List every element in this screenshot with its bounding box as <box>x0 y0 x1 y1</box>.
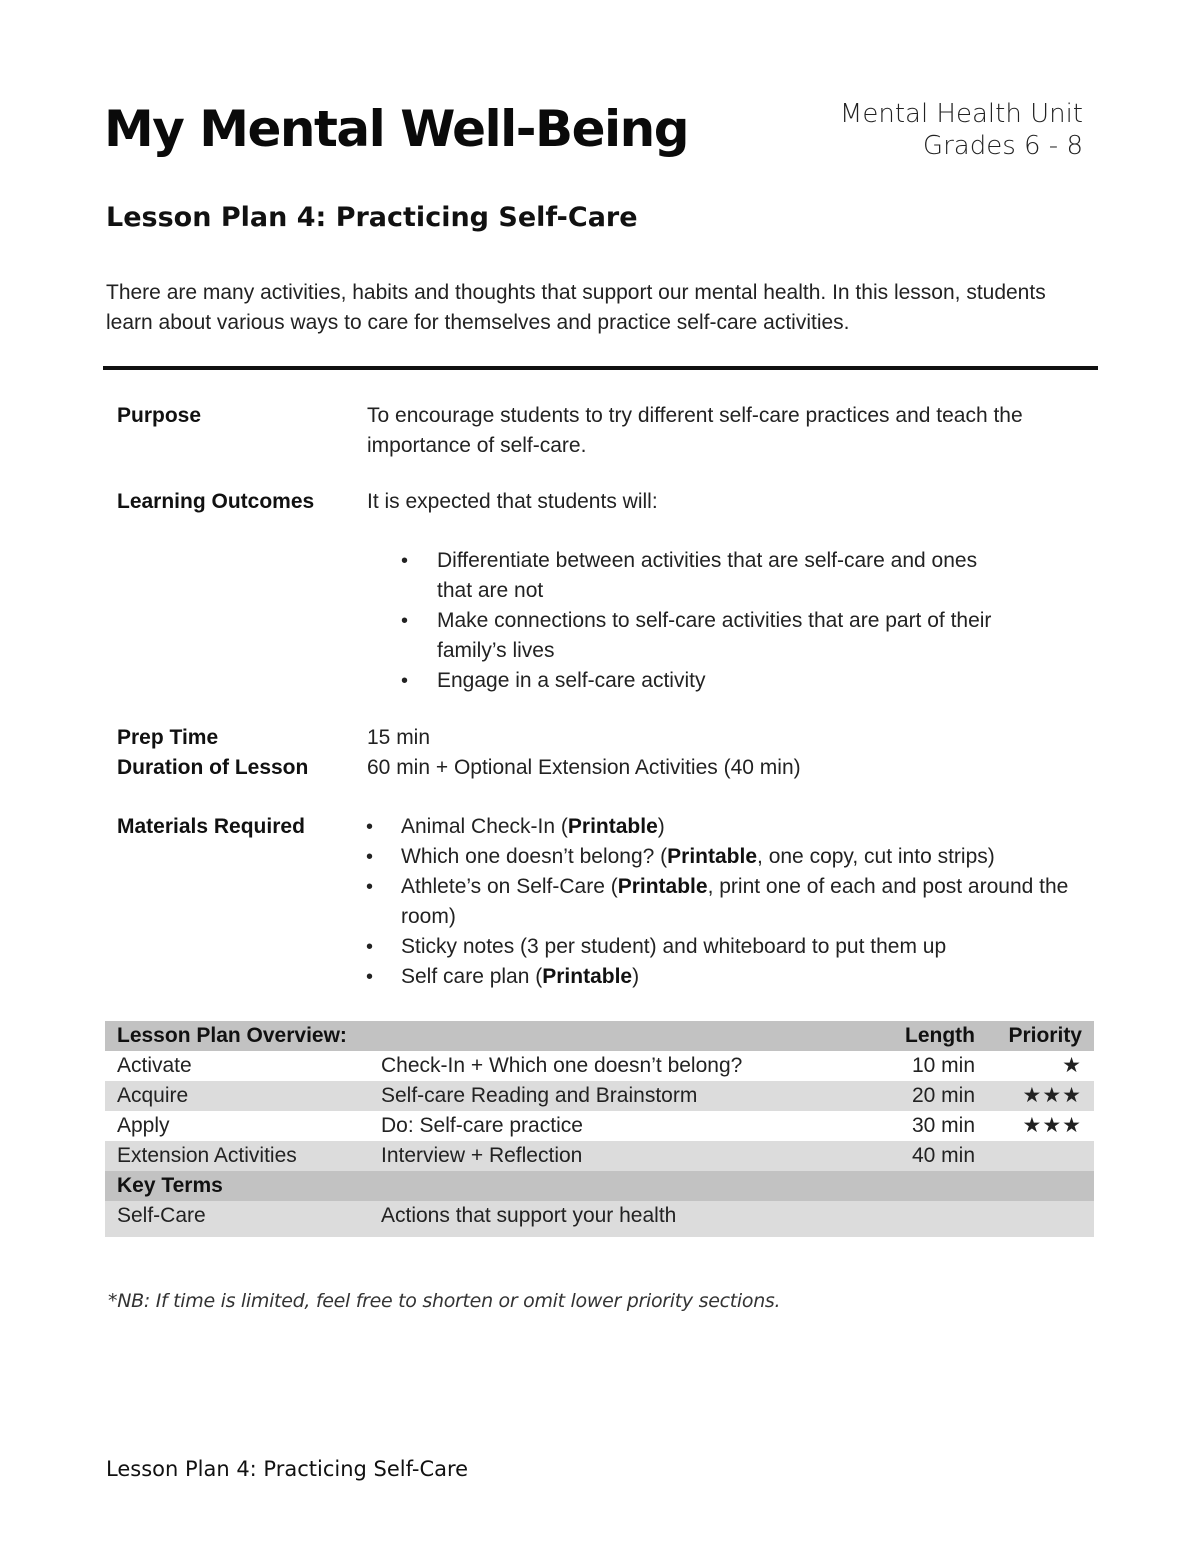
printable-tag: Printable <box>542 965 633 988</box>
material-note: , one copy, cut into strips) <box>757 845 995 868</box>
list-item <box>366 932 1086 962</box>
list-item: • Differentiate between activities that are self-care and ones that are not <box>367 546 1017 606</box>
phase-cell: Activate <box>105 1051 369 1081</box>
padding-cell <box>105 1231 1094 1237</box>
list-item <box>366 842 1086 872</box>
phase-cell: Apply <box>105 1111 369 1141</box>
priority-stars-icon: ★★★ <box>987 1081 1094 1111</box>
activity-cell: Self-care Reading and Brainstorm <box>369 1081 873 1111</box>
table-bottom-padding <box>105 1231 1094 1237</box>
list-item: • Engage in a self-care activity <box>367 666 1017 696</box>
material-note: ) <box>657 815 665 838</box>
document-title: My Mental Well-Being <box>104 100 689 158</box>
priority-stars-icon: ★★★ <box>987 1111 1094 1141</box>
unit-name: Mental Health Unit <box>839 99 1083 129</box>
section-divider <box>103 366 1098 370</box>
material-text: Athlete’s on Self-Care ( <box>401 875 618 898</box>
priority-stars-icon: ★ <box>987 1051 1094 1081</box>
material-text: Which one doesn’t belong? ( <box>401 845 668 868</box>
activity-cell: Check-In + Which one doesn’t belong? <box>369 1051 873 1081</box>
length-cell: 10 min <box>873 1051 987 1081</box>
table-row <box>105 1081 1094 1111</box>
overview-title: Lesson Plan Overview: <box>105 1021 873 1051</box>
material-note: , print one of each and post around the room) <box>401 875 1069 928</box>
prep-time-label: Prep Time <box>117 726 219 749</box>
printable-tag: Printable <box>567 815 658 838</box>
duration-label: Duration of Lesson <box>117 756 309 779</box>
printable-tag: Printable <box>667 845 758 868</box>
grade-range: Grades 6 - 8 <box>922 131 1083 161</box>
learning-outcomes-label: Learning Outcomes <box>117 490 315 513</box>
key-term-definition: Actions that support your health <box>369 1201 1094 1231</box>
unit-info <box>840 98 1083 162</box>
material-note: ) <box>632 965 640 988</box>
key-terms-header-row <box>105 1171 1094 1201</box>
activity-cell: Do: Self-care practice <box>369 1111 873 1141</box>
key-terms-title: Key Terms <box>105 1171 1094 1201</box>
printable-tag: Printable <box>617 875 708 898</box>
material-text: Animal Check-In ( <box>401 815 568 838</box>
length-cell: 30 min <box>873 1111 987 1141</box>
table-row <box>105 1111 1094 1141</box>
list-item <box>366 812 1086 842</box>
materials-content <box>366 812 1086 992</box>
lesson-overview-table <box>105 1021 1094 1237</box>
phase-cell: Extension Activities <box>105 1141 369 1171</box>
length-cell: 20 min <box>873 1081 987 1111</box>
length-column-header: Length <box>873 1021 987 1051</box>
material-text: Sticky notes (3 per student) and whiteboard to put them up <box>401 935 947 958</box>
lesson-intro: There are many activities, habits and thoughts that support our mental health. In this lesson, students learn about various ways to care for themselves and practice self-care activities. <box>106 281 1046 334</box>
key-term: Self-Care <box>105 1201 369 1231</box>
list-item: • Make connections to self-care activities that are part of their family’s lives <box>367 606 1017 666</box>
phase-cell: Acquire <box>105 1081 369 1111</box>
activity-cell: Interview + Reflection <box>369 1141 873 1171</box>
learning-outcomes-lead: It is expected that students will: <box>367 490 658 513</box>
duration-value: 60 min + Optional Extension Activities (40 min) <box>367 756 801 779</box>
table-row <box>105 1051 1094 1081</box>
prep-time-value: 15 min <box>367 726 431 749</box>
overview-header-row <box>105 1021 1094 1051</box>
learning-outcomes-content <box>367 487 1067 696</box>
purpose-label: Purpose <box>117 404 202 427</box>
materials-label: Materials Required <box>117 815 305 838</box>
priority-stars-icon <box>987 1141 1094 1171</box>
lesson-title: Lesson Plan 4: Practicing Self-Care <box>106 202 638 233</box>
length-cell: 40 min <box>873 1141 987 1171</box>
purpose-text: To encourage students to try different self-care practices and teach the importance of self-care. <box>367 404 1023 457</box>
learning-outcomes-list <box>367 546 1017 696</box>
materials-list <box>366 812 1086 992</box>
list-item <box>366 962 1086 992</box>
material-text: Self care plan ( <box>401 965 543 988</box>
key-term-row <box>105 1201 1094 1231</box>
priority-column-header: Priority <box>987 1021 1094 1051</box>
priority-note: *NB: If time is limited, feel free to shorten or omit lower priority sections. <box>108 1290 781 1312</box>
list-item <box>366 872 1086 932</box>
table-row <box>105 1141 1094 1171</box>
page-footer: Lesson Plan 4: Practicing Self-Care <box>106 1457 469 1481</box>
